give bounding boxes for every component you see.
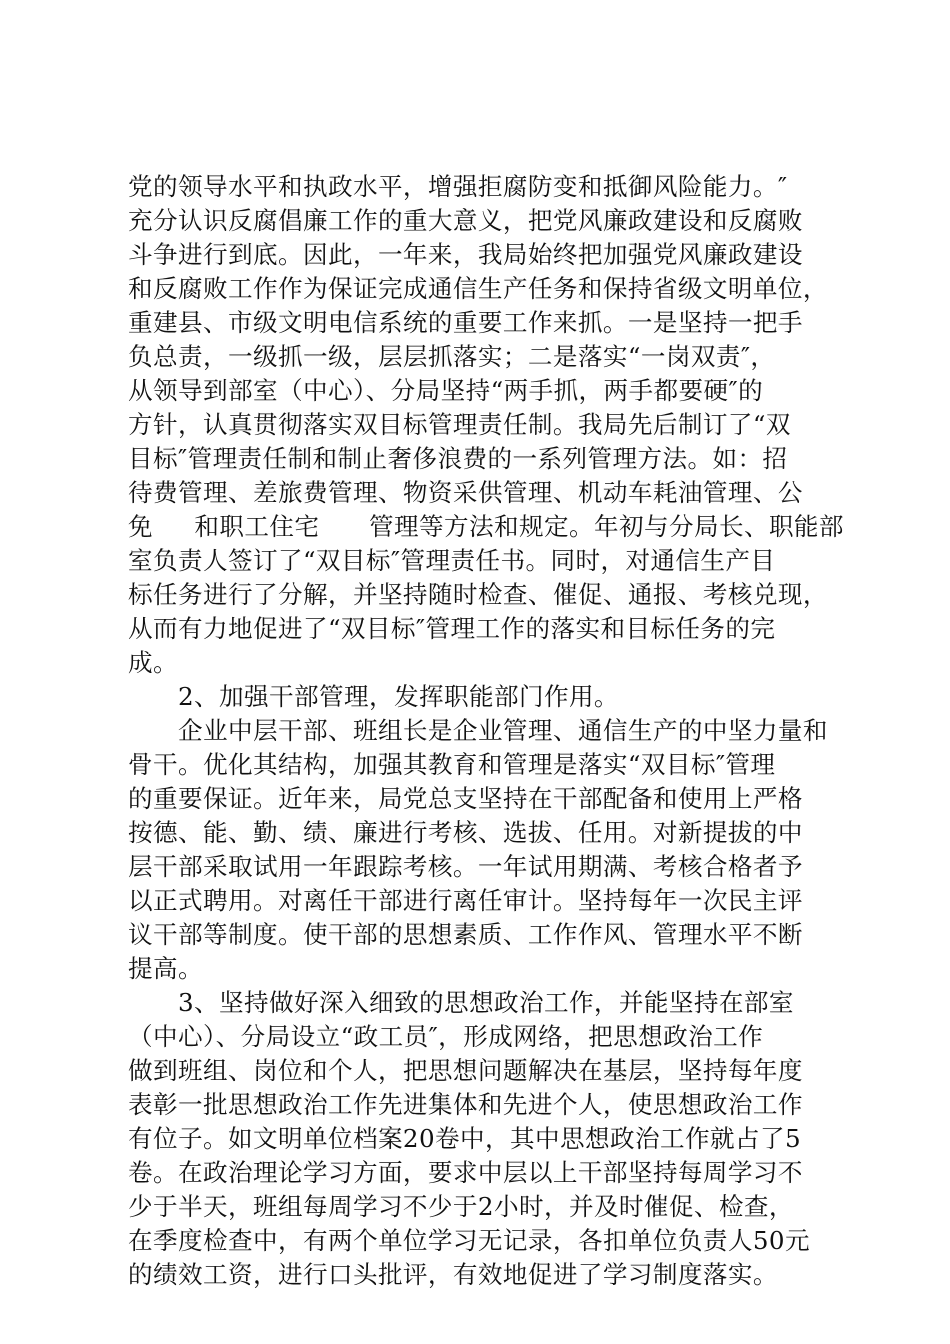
text-line: 层干部采取试用一年跟踪考核。一年试用期满、考核合格者予 [128, 852, 803, 881]
text-line: 从而有力地促进了“双目标″管理工作的落实和目标任务的完 [128, 614, 776, 643]
text-line: 从领导到部室（中心）、分局坚持“两手抓，两手都要硬″的 [128, 376, 764, 405]
text-line: 的绩效工资，进行口头批评，有效地促进了学习制度落实。 [128, 1260, 778, 1289]
section-heading: 3、坚持做好深入细致的思想政治工作，并能坚持在部室 [128, 988, 794, 1017]
text-line: 提高。 [128, 954, 203, 983]
text-line: 在季度检查中，有两个单位学习无记录，各扣单位负责人50元 [128, 1226, 810, 1255]
section-heading: 2、加强干部管理，发挥职能部门作用。 [128, 682, 619, 711]
text-line: 方针，认真贯彻落实双目标管理责任制。我局先后制订了“双 [128, 410, 791, 439]
text-line: 少于半天，班组每周学习不少于2小时，并及时催促、检查， [128, 1192, 794, 1221]
text-line: 有位子。如文明单位档案20卷中，其中思想政治工作就占了5 [128, 1124, 801, 1153]
text-line: 充分认识反腐倡廉工作的重大意义，把党风廉政建设和反腐败 [128, 206, 803, 235]
text-line: 的重要保证。近年来，局党总支坚持在干部配备和使用上严格 [128, 784, 803, 813]
text-line: 成。 [128, 648, 178, 677]
text-line: 议干部等制度。使干部的思想素质、工作作风、管理水平不断 [128, 920, 803, 949]
text-line: 企业中层干部、班组长是企业管理、通信生产的中坚力量和 [128, 716, 828, 745]
text-line: 标任务进行了分解，并坚持随时检查、催促、通报、考核兑现， [128, 580, 828, 609]
text-line: 卷。在政治理论学习方面，要求中层以上干部坚持每周学习不 [128, 1158, 803, 1187]
text-line: 免 和职工住宅 管理等方法和规定。年初与分局长、职能部 [128, 512, 844, 541]
text-line: 室负责人签订了“双目标″管理责任书。同时，对通信生产目 [128, 546, 776, 575]
text-line: 以正式聘用。对离任干部进行离任审计。坚持每年一次民主评 [128, 886, 803, 915]
text-line: 骨干。优化其结构，加强其教育和管理是落实“双目标″管理 [128, 750, 776, 779]
text-line: 斗争进行到底。因此，一年来，我局始终把加强党风廉政建设 [128, 240, 803, 269]
text-line: 目标″管理责任制和制止奢侈浪费的一系列管理方法。如：招 [128, 444, 788, 473]
text-line: 按德、能、勤、绩、廉进行考核、选拔、任用。对新提拔的中 [128, 818, 803, 847]
text-line: 待费管理、差旅费管理、物资采供管理、机动车耗油管理、公 [128, 478, 803, 507]
text-line: 表彰一批思想政治工作先进集体和先进个人，使思想政治工作 [128, 1090, 803, 1119]
text-line: 重建县、市级文明电信系统的重要工作来抓。一是坚持一把手 [128, 308, 803, 337]
text-line: 和反腐败工作作为保证完成通信生产任务和保持省级文明单位， [128, 274, 828, 303]
text-line: 做到班组、岗位和个人，把思想问题解决在基层，坚持每年度 [128, 1056, 803, 1085]
text-line: 党的领导水平和执政水平，增强拒腐防变和抵御风险能力。″ [128, 172, 788, 201]
text-line: （中心）、分局设立“政工员″，形成网络，把思想政治工作 [128, 1022, 764, 1051]
text-line: 负总责，一级抓一级，层层抓落实；二是落实“一岗双责″， [128, 342, 776, 371]
